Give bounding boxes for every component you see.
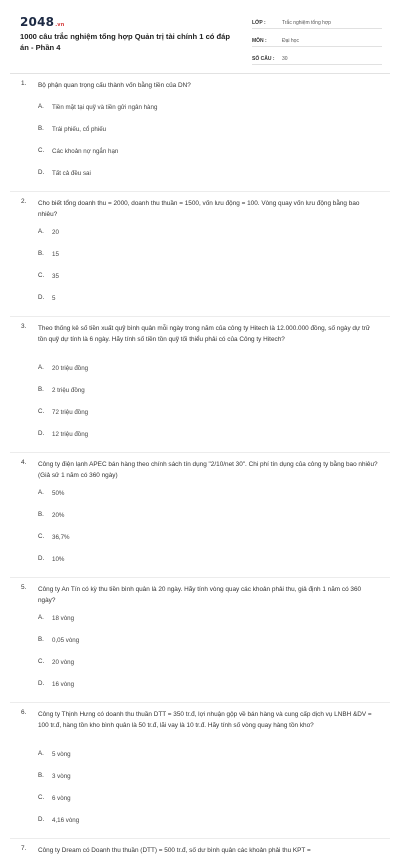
answer-text: 50% [52, 490, 65, 497]
meta-label: LỚP : [252, 20, 266, 26]
answer-option-b[interactable] [38, 386, 210, 408]
question-text: Công ty điện lạnh APEC bán hàng theo chính sách tín dụng "2/10/net 30". Chi phí tín dụng của công ty bằng bao nhiêu? (Giả sử 1 năm có 360 ngày) [38, 461, 378, 479]
answer-text: Trái phiếu, cổ phiếu [52, 126, 107, 133]
answer-text: 5 vòng [52, 751, 71, 758]
answer-letter: D. [38, 169, 45, 176]
answer-option-d[interactable] [38, 555, 210, 577]
answer-option-b[interactable] [38, 772, 210, 794]
answer-letter: A. [38, 614, 44, 621]
answer-text: 20 [52, 229, 59, 236]
answer-text: 20 vòng [52, 659, 75, 666]
answer-letter: A. [38, 489, 44, 496]
answer-letter: D. [38, 680, 45, 687]
question-number: 7. [21, 845, 27, 852]
answer-option-c[interactable] [38, 408, 210, 430]
answer-option-a[interactable] [38, 489, 210, 511]
question-text: Công ty An Tín có kỳ thu tiền bình quân là 20 ngày. Hãy tính vòng quay các khoản phải thu, giả định 1 năm có 360 ngày? [38, 586, 362, 604]
answer-option-a[interactable] [38, 228, 210, 250]
answer-list [38, 364, 380, 452]
logo-main: 2048 [20, 15, 55, 29]
question-item [0, 459, 400, 578]
answer-option-c[interactable] [38, 658, 210, 680]
answer-option-b[interactable] [38, 125, 210, 147]
meta-value: 30 [282, 56, 288, 62]
document-meta [252, 14, 382, 68]
meta-label: MÔN : [252, 38, 267, 44]
answer-text: 0,05 vòng [52, 637, 80, 644]
answer-text: 4,16 vòng [52, 817, 80, 824]
answer-option-b[interactable] [38, 250, 210, 272]
question-number: 3. [21, 323, 27, 330]
question-divider [10, 702, 390, 703]
answer-letter: C. [38, 658, 45, 665]
question-number: 6. [21, 709, 27, 716]
question-divider [10, 452, 390, 453]
answer-option-a[interactable] [38, 364, 210, 386]
answer-letter: B. [38, 386, 44, 393]
meta-row-subject [252, 32, 382, 47]
meta-label: SỐ CÂU : [252, 56, 275, 62]
logo-sub: .vn [55, 22, 65, 28]
answer-letter: A. [38, 750, 44, 757]
meta-value: Trắc nghiệm tổng hợp [282, 20, 331, 26]
answer-letter: A. [38, 228, 44, 235]
answer-option-d[interactable] [38, 816, 210, 838]
question-number: 4. [21, 459, 27, 466]
answer-option-c[interactable] [38, 794, 210, 816]
answer-text: 12 triệu đồng [52, 431, 89, 438]
question-item [0, 845, 400, 859]
site-logo[interactable] [20, 15, 65, 29]
answer-option-d[interactable] [38, 169, 210, 191]
answer-text: 5 [52, 295, 56, 302]
answer-text: 36,7% [52, 534, 70, 541]
answer-letter: A. [38, 103, 44, 110]
question-number: 2. [21, 198, 27, 205]
question-list [0, 80, 400, 859]
answer-option-c[interactable] [38, 533, 210, 555]
answer-letter: C. [38, 147, 45, 154]
answer-list [38, 103, 380, 191]
question-divider [10, 838, 390, 839]
document-header [0, 0, 400, 72]
meta-value: Đại học [282, 38, 299, 44]
meta-row-class [252, 14, 382, 29]
answer-letter: D. [38, 294, 45, 301]
answer-letter: B. [38, 125, 44, 132]
answer-letter: B. [38, 250, 44, 257]
answer-text: 15 [52, 251, 59, 258]
question-text: Công ty Thịnh Hưng có doanh thu thuần DTT = 350 tr.đ, lợi nhuận gộp về bán hàng và cung cấp dịch vụ LNBH &DV = 100 tr.đ, hàng tồn kho bình quân là 50 tr.đ, lãi vay là 10 tr.đ. Hãy tính số vòng quay hàng tồn kho? [38, 711, 372, 729]
answer-text: Tất cả đều sai [52, 170, 91, 177]
answer-letter: C. [38, 408, 45, 415]
answer-letter: B. [38, 636, 44, 643]
page-title: 1000 câu trắc nghiệm tổng hợp Quản trị tài chính 1 có đáp án - Phần 4 [20, 32, 231, 52]
answer-option-a[interactable] [38, 103, 210, 125]
answer-text: 10% [52, 556, 65, 563]
answer-list [38, 750, 380, 838]
answer-list [38, 228, 380, 316]
answer-text: 35 [52, 273, 59, 280]
answer-option-c[interactable] [38, 272, 210, 294]
answer-text: 18 vòng [52, 615, 75, 622]
answer-letter: D. [38, 816, 45, 823]
answer-list [38, 489, 380, 577]
answer-option-d[interactable] [38, 430, 210, 452]
answer-option-b[interactable] [38, 636, 210, 658]
answer-text: Các khoản nợ ngắn hạn [52, 148, 119, 155]
answer-letter: B. [38, 511, 44, 518]
question-number: 5. [21, 584, 27, 591]
question-item [0, 323, 400, 453]
question-text: Công ty Dream có Doanh thu thuần (DTT) = 500 tr.đ, số dư bình quân các khoản phải thu KPT = [38, 847, 311, 854]
answer-option-b[interactable] [38, 511, 210, 533]
answer-letter: A. [38, 364, 44, 371]
question-divider [10, 316, 390, 317]
answer-letter: C. [38, 794, 45, 801]
question-item [0, 584, 400, 703]
question-item [0, 198, 400, 317]
answer-letter: B. [38, 772, 44, 779]
answer-text: 2 triệu đồng [52, 387, 85, 394]
question-text: Cho biết tổng doanh thu = 2000, doanh thu thuần = 1500, vốn lưu động = 100. Vòng quay vốn lưu động bằng bao nhiêu? [38, 200, 360, 218]
answer-letter: D. [38, 555, 45, 562]
question-divider [10, 191, 390, 192]
answer-option-a[interactable] [38, 750, 210, 772]
question-item [0, 709, 400, 839]
answer-text: 20% [52, 512, 65, 519]
answer-option-d[interactable] [38, 680, 210, 702]
header-divider [10, 73, 390, 74]
answer-text: 6 vòng [52, 795, 71, 802]
answer-letter: D. [38, 430, 45, 437]
answer-list [38, 614, 380, 702]
answer-letter: C. [38, 272, 45, 279]
question-text: Theo thống kê số tiền xuất quỹ bình quân mỗi ngày trong năm của công ty Hitech là 12.000.000 đồng, số ngày dự trữ tồn quỹ dự tính là 6 ngày. Hãy tính số tiền tồn quỹ tối thiểu phải có của Công ty Hitech? [38, 325, 371, 343]
question-number: 1. [21, 80, 27, 87]
answer-option-c[interactable] [38, 147, 210, 169]
meta-row-count [252, 50, 382, 65]
answer-letter: C. [38, 533, 45, 540]
answer-option-d[interactable] [38, 294, 210, 316]
question-item [0, 80, 400, 192]
answer-text: 16 vòng [52, 681, 75, 688]
question-text: Bộ phận quan trọng cấu thành vốn bằng tiền của DN? [38, 82, 191, 89]
answer-text: 72 triệu đồng [52, 409, 89, 416]
answer-text: 3 vòng [52, 773, 71, 780]
question-divider [10, 577, 390, 578]
answer-option-a[interactable] [38, 614, 210, 636]
answer-text: 20 triệu đồng [52, 365, 89, 372]
answer-text: Tiền mặt tại quỹ và tiền gửi ngân hàng [52, 104, 158, 111]
